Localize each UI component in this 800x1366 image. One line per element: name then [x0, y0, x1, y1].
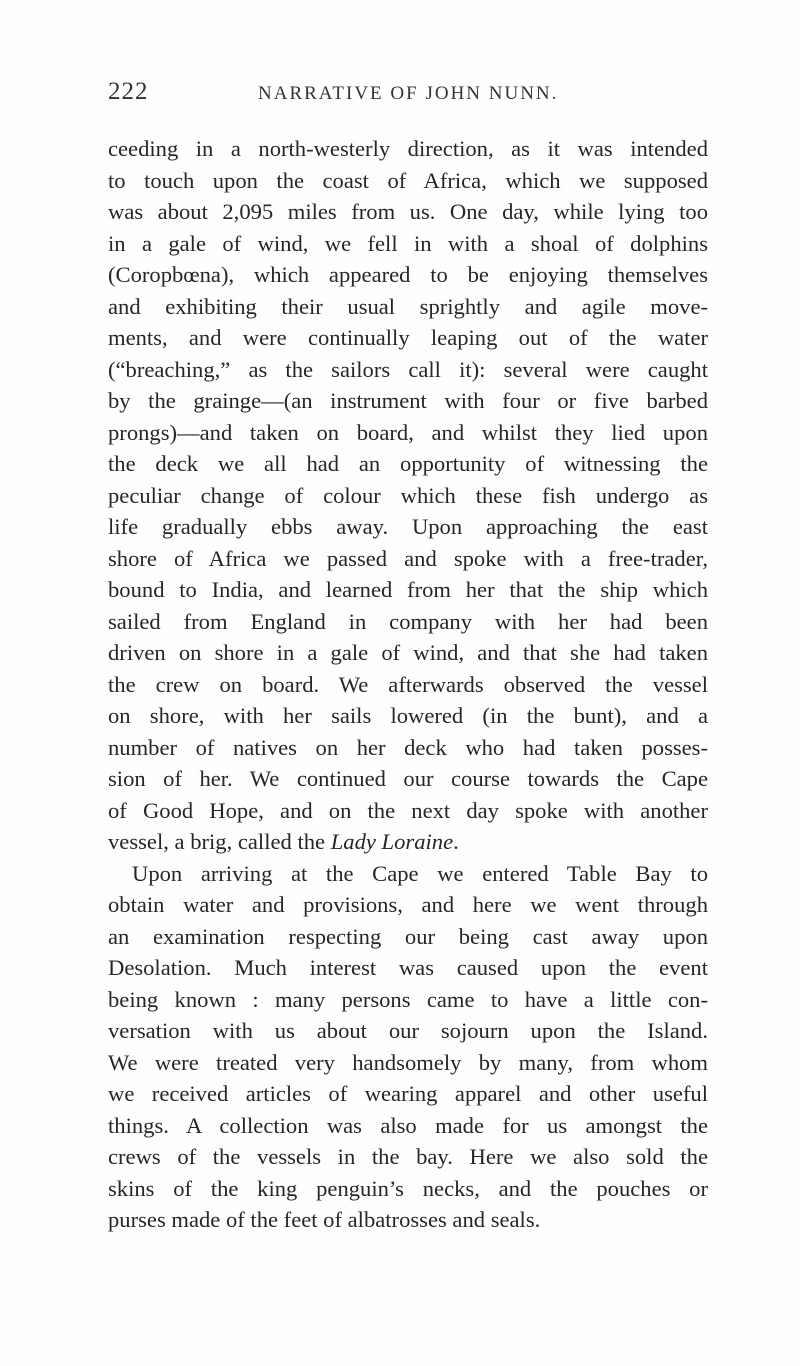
- text-line: life gradually ebbs away. Upon approaching the east: [108, 514, 708, 539]
- text-line: peculiar change of colour which these fish undergo as: [108, 482, 708, 508]
- text-line: crews of the vessels in the bay. Here we also sold the: [108, 1144, 708, 1169]
- text-line: (Coropbœna), which appeared to be enjoying themselves: [108, 262, 708, 287]
- text-line: Desolation. Much interest was caused upon the event: [108, 955, 708, 980]
- text-line: sion of her. We continued our course towards the Cape: [108, 766, 708, 791]
- text-line: ceeding in a north-westerly direction, as it was intended: [108, 136, 708, 161]
- text-line: we received articles of wearing apparel and other useful: [108, 1081, 708, 1106]
- text-line: of Good Hope, and on the next day spoke with another: [108, 797, 708, 823]
- running-head: [108, 78, 708, 112]
- body-text: [108, 133, 708, 1236]
- text-line: obtain water and provisions, and here we went through: [108, 892, 708, 917]
- text-line: driven on shore in a gale of wind, and that she had taken: [108, 640, 708, 665]
- text-line: in a gale of wind, we fell in with a shoal of dolphins: [108, 230, 708, 256]
- text-segment: vessel, a brig, called the: [108, 829, 331, 854]
- text-line: being known : many persons came to have a little con-: [108, 986, 708, 1012]
- ship-name: Lady Loraine: [330, 829, 454, 854]
- text-line: an examination respecting our being cast away upon: [108, 923, 708, 949]
- text-line-ship-name: [108, 826, 708, 858]
- text-line: shore of Africa we passed and spoke with a free-trader,: [108, 545, 708, 571]
- text-line: on shore, with her sails lowered (in the bunt), and a: [108, 703, 708, 728]
- text-line: was about 2,095 miles from us. One day, while lying too: [108, 199, 708, 224]
- running-title: NARRATIVE OF JOHN NUNN.: [258, 83, 559, 104]
- text-line: number of natives on her deck who had taken posses-: [108, 734, 708, 760]
- text-line: We were treated very handsomely by many, from whom: [108, 1049, 708, 1075]
- text-line: by the grainge—(an instrument with four or five barbed: [108, 388, 708, 413]
- text-line: the crew on board. We afterwards observed the vessel: [108, 671, 708, 697]
- text-segment: .: [453, 829, 459, 854]
- text-line: to touch upon the coast of Africa, which we supposed: [108, 167, 708, 193]
- paragraph-start-line: Upon arriving at the Cape we entered Table Bay to: [132, 860, 708, 886]
- text-line: bound to India, and learned from her that the ship which: [108, 577, 708, 602]
- text-line: the deck we all had an opportunity of witnessing the: [108, 451, 708, 476]
- text-line: purses made of the feet of albatrosses and seals.: [108, 1207, 541, 1232]
- text-line: things. A collection was also made for us amongst the: [108, 1112, 708, 1138]
- text-line: skins of the king penguin’s necks, and the pouches or: [108, 1175, 708, 1201]
- text-line: versation with us about our sojourn upon the Island.: [108, 1018, 708, 1043]
- text-line: (“breaching,” as the sailors call it): several were caught: [108, 356, 708, 382]
- text-line: sailed from England in company with her had been: [108, 608, 708, 634]
- text-line: and exhibiting their usual sprightly and agile move-: [108, 293, 708, 319]
- page-number: 222: [108, 78, 149, 105]
- text-line: ments, and were continually leaping out of the water: [108, 325, 708, 350]
- text-line: prongs)—and taken on board, and whilst they lied upon: [108, 419, 708, 445]
